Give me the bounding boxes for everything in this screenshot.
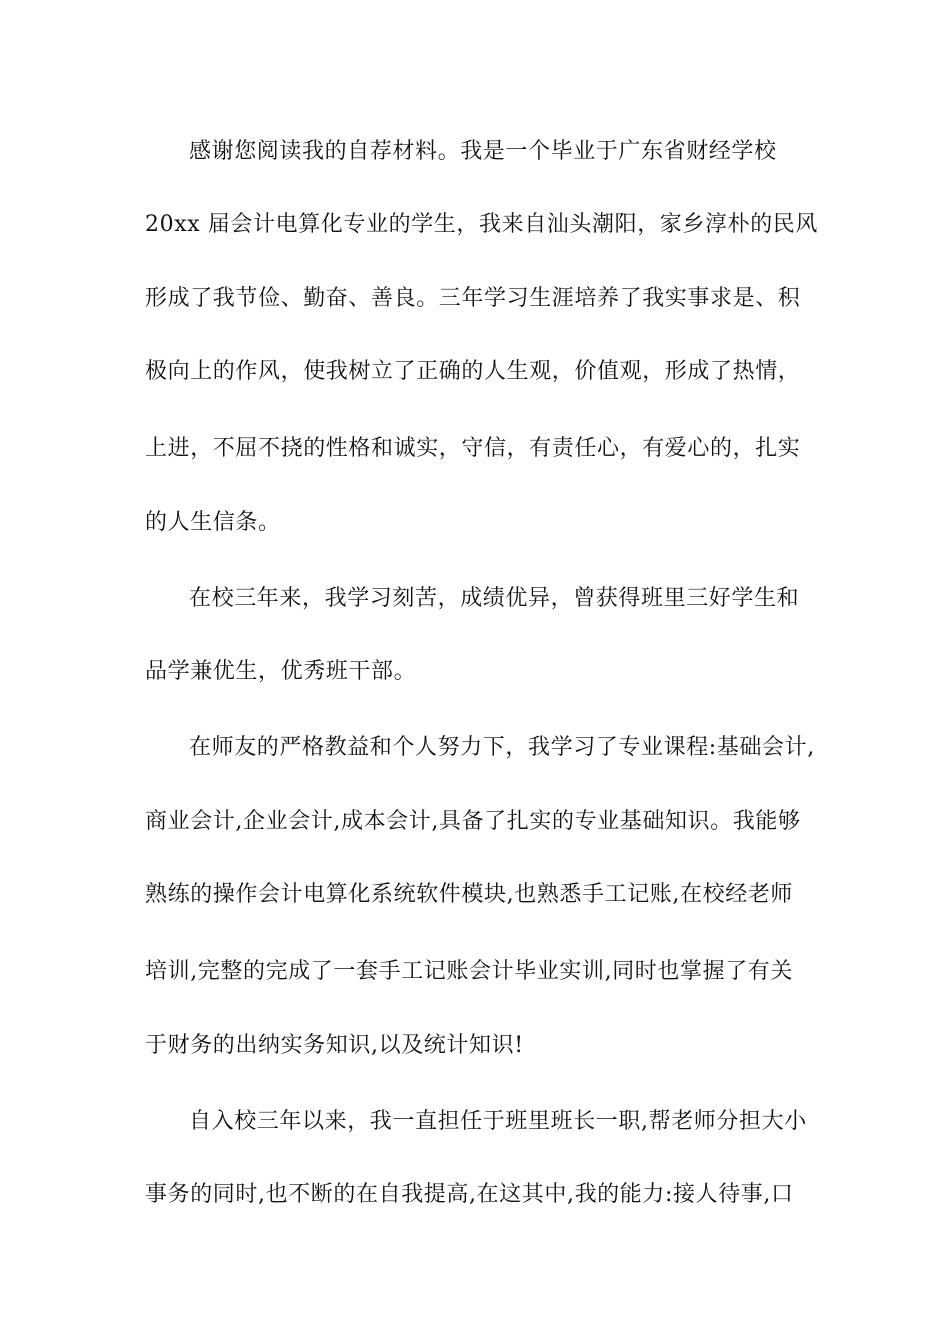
- text-line: 20xx 届会计电算化专业的学生，我来自汕头潮阳，家乡淳朴的民风: [145, 212, 819, 237]
- text-line: 熟练的操作会计电算化系统软件模块,也熟悉手工记账,在校经老师: [145, 882, 793, 907]
- text-line: 形成了我节俭、勤奋、善良。三年学习生涯培养了我实事求是、积: [145, 286, 801, 311]
- text-line: 在校三年来，我学习刻苦，成绩优异，曾获得班里三好学生和: [189, 586, 800, 611]
- text-line: 事务的同时,也不断的在自我提高,在这其中,我的能力:接人待事,口: [145, 1182, 794, 1207]
- text-line: 的人生信条。: [145, 510, 281, 535]
- text-line: 自入校三年以来，我一直担任于班里班长一职,帮老师分担大小: [189, 1109, 807, 1134]
- text-line: 品学兼优生，优秀班干部。: [145, 659, 417, 684]
- text-line: 极向上的作风，使我树立了正确的人生观，价值观，形成了热情，: [145, 359, 801, 384]
- text-line: 上进，不屈不挠的性格和诚实，守信，有责任心，有爱心的，扎实: [145, 436, 801, 461]
- text-line: 商业会计,企业会计,成本会计,具备了扎实的专业基础知识。我能够: [145, 809, 801, 834]
- text-line: 感谢您阅读我的自荐材料。我是一个毕业于广东省财经学校: [189, 139, 777, 164]
- text-line: 培训,完整的完成了一套手工记账会计毕业实训,同时也掌握了有关: [145, 959, 793, 984]
- text-line: 在师友的严格教益和个人努力下，我学习了专业课程:基础会计,: [189, 735, 815, 760]
- text-line: 于财务的出纳实务知识,以及统计知识!: [145, 1033, 524, 1058]
